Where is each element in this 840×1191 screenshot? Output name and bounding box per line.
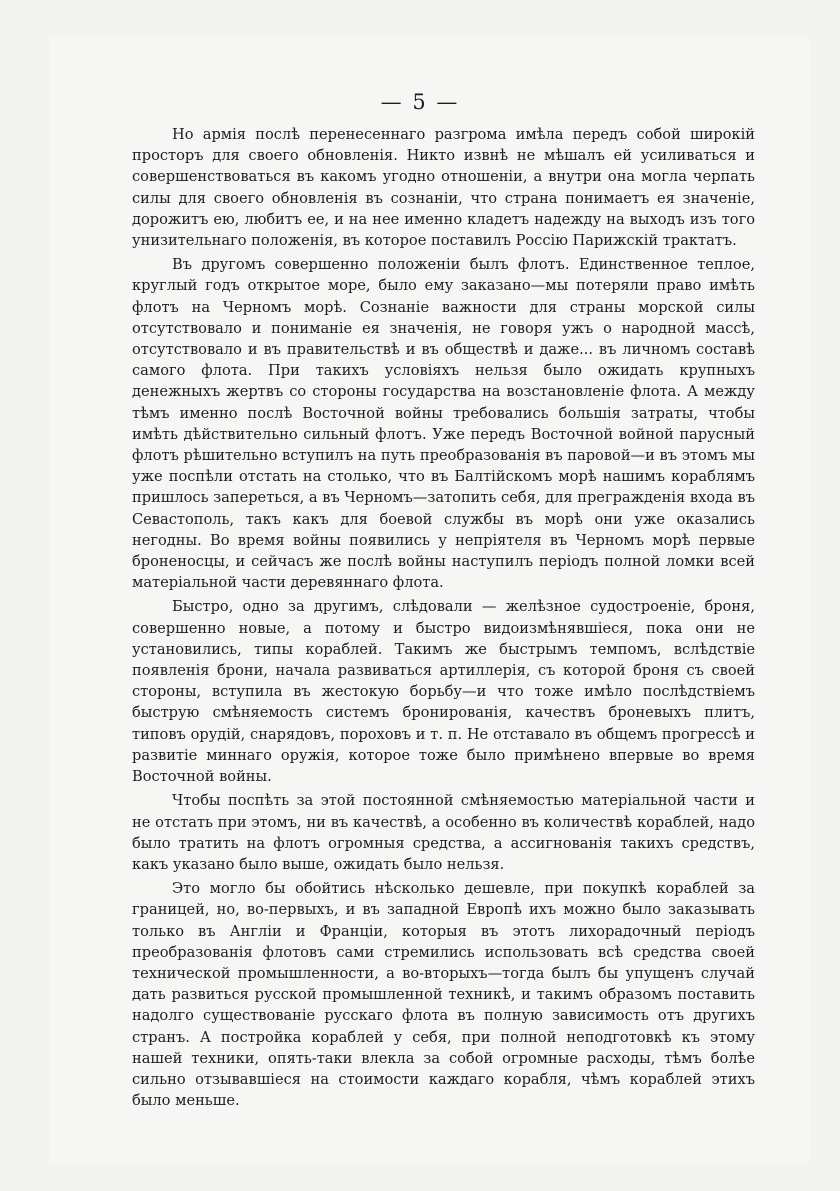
paragraph-army: Но армія послѣ перенесеннаго разгрома имѣла передъ собой широкій просторъ для своего обновленія. Никто извнѣ не мѣшалъ ей усиливаться и совершенствоваться въ какомъ угодно отношеніи, а внутри она могла черпать силы для своего обновленія въ сознаніи, что страна понимаетъ ея значеніе, дорожитъ ею, любитъ ее, и на нее именно кладетъ надежду на выходъ изъ того унизительнаго положенія, въ которое поставилъ Россію Парижскій трактатъ. (132, 126, 755, 250)
main-text (132, 124, 755, 1114)
paragraph-funding: Чтобы поспѣть за этой постоянной смѣняемостью матеріальной части и не отстать при этомъ, ни въ качествѣ, а особенно въ количествѣ кораблей, надо было тратить на флотъ огромныя средства, а ассигнованія такихъ средствъ, какъ указано было выше, ожидать было нельзя. (132, 792, 755, 873)
paragraph-fleet: Въ другомъ совершенно положеніи былъ флотъ. Единственное теплое, круглый годъ открытое море, было ему заказано—мы потеряли право имѣть флотъ на Черномъ морѣ. Сознаніе важности для страны морской силы отсутствовало и пониманіе ея значенія, не говоря ужъ о народной массѣ, отсутствовало и въ правительствѣ и въ обществѣ и даже... въ личномъ составѣ самого флота. При такихъ условіяхъ нельзя было ожидать крупныхъ денежныхъ жертвъ со стороны государства на возстановленіе флота. А между тѣмъ именно послѣ Восточной войны требовались большія затраты, чтобы имѣть дѣйствительно сильный флотъ. Уже передъ Восточной войной парусный флотъ рѣшительно вступилъ на путь преобразованія въ паровой—и въ этомъ мы уже поспѣли отстать на столько, что въ Балтійскомъ морѣ нашимъ кораблямъ пришлось запереться, а въ Черномъ—затопить себя, для прегражденія входа въ Севастополь, такъ какъ для боевой службы въ морѣ они уже оказались негодны. Во время войны появились у непріятеля въ Черномъ морѣ первые броненосцы, и сейчасъ же послѣ войны наступилъ періодъ полной ломки всей матеріальной части деревяннаго флота. (132, 256, 755, 592)
paragraph-foreign-construction: Это могло бы обойтись нѣсколько дешевле, при покупкѣ кораблей за границей, но, во-первыхъ, и въ западной Европѣ ихъ можно было заказывать только въ Англіи и Франціи, которыя въ этотъ лихорадочный періодъ преобразованія флотовъ сами стремились использовать всѣ средства своей технической промышленности, а во-вторыхъ—тогда былъ бы упущенъ случай дать развиться русской промышленной техникѣ, и такимъ образомъ поставить надолго существованіе русскаго флота въ полную зависимость отъ другихъ странъ. А постройка кораблей у себя, при полной неподготовкѣ къ этому нашей техники, опять-таки влекла за собой огромные расходы, тѣмъ болѣе сильно отзывавшіеся на стоимости каждаго корабля, чѣмъ кораблей этихъ было меньше. (132, 880, 755, 1110)
page-number: — 5 — (380, 90, 460, 114)
paragraph-armor: Быстро, одно за другимъ, слѣдовали — желѣзное судостроеніе, броня, совершенно новые, а потому и быстро видоизмѣнявшіеся, пока они не установились, типы кораблей. Такимъ же быстрымъ темпомъ, вслѣдствіе появленія брони, начала развиваться артиллерія, съ которой броня съ своей стороны, вступила въ жестокую борьбу—и что тоже имѣло послѣдствіемъ быструю смѣняемость системъ бронированія, качествъ броневыхъ плитъ, типовъ орудій, снарядовъ, пороховъ и т. п. Не отставало въ общемъ прогрессѣ и развитіе миннаго оружія, которое тоже было примѣнено впервые во время Восточной войны. (132, 598, 755, 786)
